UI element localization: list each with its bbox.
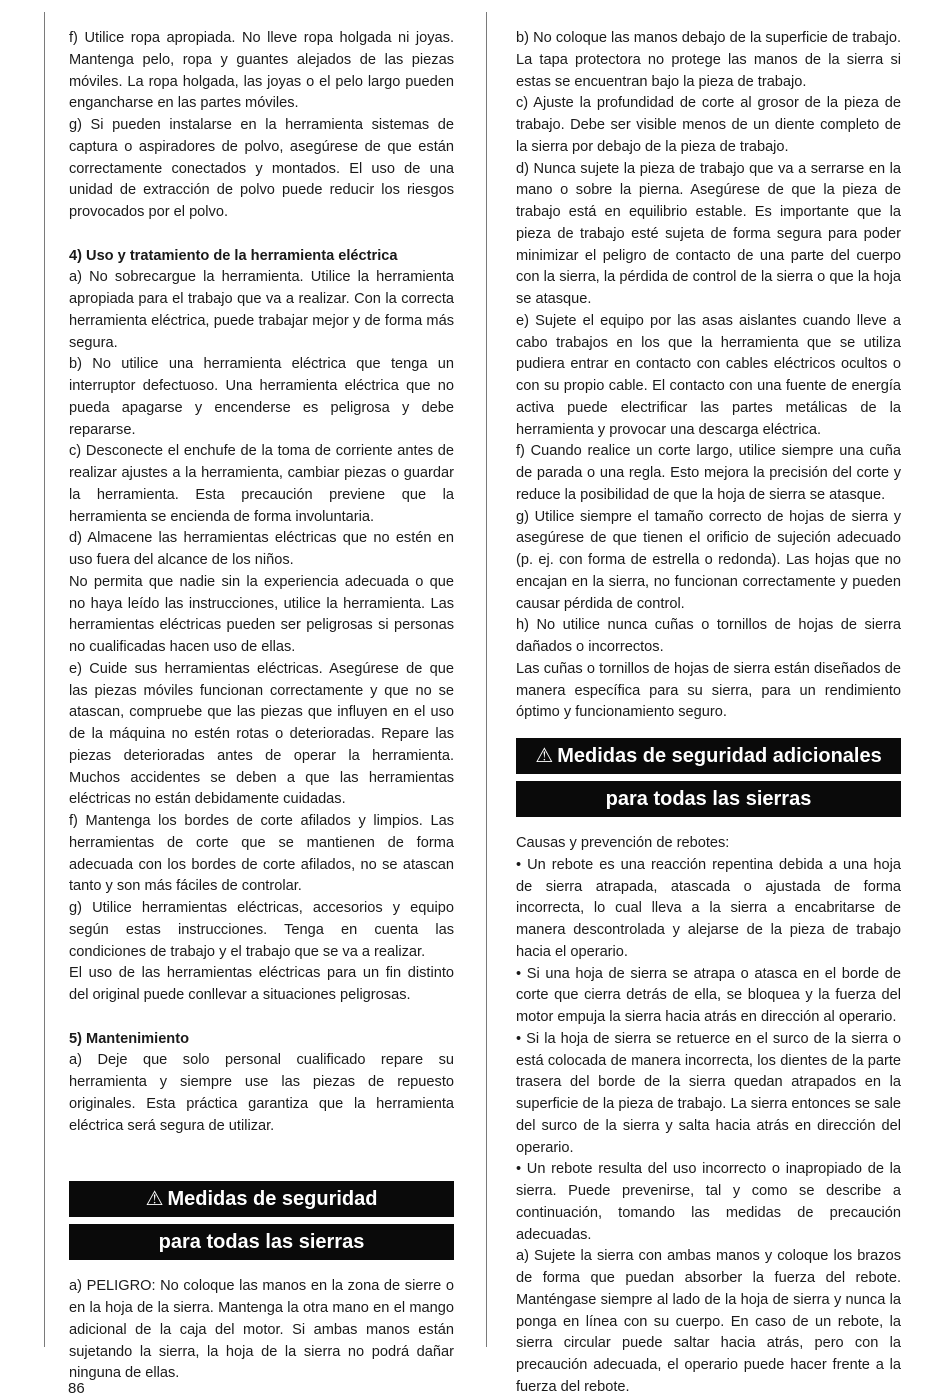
paragraph-5a: a) Deje que solo personal cualificado repare su herramienta y siempre use las piezas de repuesto originales. Esta práctica garantiza que la herramienta eléctrica será segura de utilizar. xyxy=(69,1052,454,1134)
paragraph-e: e) Sujete el equipo por las asas aislantes cuando lleve a cabo trabajos en los que la herramienta que se utiliza pudiera entrar en contacto con cables eléctricos ocultos o con su propio cable. El contacto con una fuente de energía activa puede electrificar las partes metálicas de la herramienta y provocar una descarga eléctrica. xyxy=(516,312,901,438)
paragraph-b: b) No coloque las manos debajo de la superficie de trabajo. La tapa protectora no protege las manos de la sierra si estas se encuentran bajo la pieza de trabajo. xyxy=(516,30,901,90)
kickback-bullet-4: • Un rebote resulta del uso incorrecto o inapropiado de la sierra. Puede prevenirse, tal y como se describe a continuación, tomando las medidas de precaución adecuadas. xyxy=(516,1161,901,1243)
heading-section-5: 5) Mantenimiento xyxy=(69,1030,189,1047)
paragraph-c: c) Ajuste la profundidad de corte al grosor de la pieza de trabajo. Debe ser visible menos de un diente completo de la sierra por debajo de la pieza de trabajo. xyxy=(516,95,901,155)
additional-safety-banner-line-2 xyxy=(516,781,901,817)
paragraph-d: d) Nunca sujete la pieza de trabajo que va a serrarse en la mano o sobre la pierna. Asegúrese de que la pieza de trabajo está en equilibrio estable. Es importante que la pieza de trabajo esté sujeta de forma segura para poder minimizar el peligro de contacto de una parte del cuerpo con la sierra, la pérdida de control de la sierra o que la hoja se atasque. xyxy=(516,160,901,307)
paragraph-4e: e) Cuide sus herramientas eléctricas. Asegúrese de que las piezas móviles funcionan correctamente y que no se atascan, compruebe que las piezas que influyen en el uso de la máquina no estén rotas o deterioradas. Repare las piezas deterioradas antes de operar la herramienta. Muchos accidentes se deben a que las herramientas eléctricas no están debidamente cuidadas. xyxy=(69,660,454,808)
heading-section-4: 4) Uso y tratamiento de la herramienta eléctrica xyxy=(69,247,398,264)
kickback-bullet-2: • Si una hoja de sierra se atrapa o atasca en el borde de corte que cierra detrás de ella, se bloquea y la fuerza del motor empuja la sierra hacia atrás en dirección al operario. xyxy=(516,965,901,1025)
paragraph-a-kickback: a) Sujete la sierra con ambas manos y coloque los brazos de forma que puedan absorber la fuerza del rebote. Manténgase siempre al lado de la hoja de sierra y nunca la ponga en línea con su cuerpo. En caso de un rebote, la sierra circular puede saltar hacia atrás, pero con la precaución adecuada, el operario puede hacer frente a la fuerza del rebote. xyxy=(516,1248,901,1395)
additional-safety-banner-line-1 xyxy=(516,738,901,774)
paragraph-4b: b) No utilice una herramienta eléctrica que tenga un interruptor defectuoso. Una herramienta eléctrica que no pueda apagarse y encenderse es peligrosa y debe repararse. xyxy=(69,356,454,438)
paragraph-4g: g) Utilice herramientas eléctricas, accesorios y equipo según estas instrucciones. Tenga en cuenta las condiciones de trabajo y el trabajo que se va a realizar. xyxy=(69,900,454,960)
kickback-intro: Causas y prevención de rebotes: xyxy=(516,835,730,851)
safety-banner-title: Medidas de seguridad xyxy=(167,1188,378,1211)
kickback-bullet-1: • Un rebote es una reacción repentina debida a una hoja de sierra atrapada, atascada o ajustada de forma incorrecta, lo cual lleva a la sierra a encabritarse de manera descontrolada y alejarse de la pieza de trabajo hacia el operario. xyxy=(516,856,901,960)
page-number: 86 xyxy=(68,1380,85,1397)
paragraph-h-continued: Las cuñas o tornillos de hojas de sierra están diseñados de manera específica para su sierra, para un rendimiento óptimo y funcionamiento seguro. xyxy=(516,660,901,721)
paragraph-4a: a) No sobrecargue la herramienta. Utilice la herramienta apropiada para el trabajo que va a realizar. Con la correcta herramienta eléctrica, puede trabajar mejor y de forma más segura. xyxy=(69,269,454,351)
paragraph-danger: a) PELIGRO: No coloque las manos en la zona de sierre o en la hoja de la sierra. Mantenga la otra mano en el mango adicional de la caja del motor. Si ambas manos están sujetando la sierra, la hoja de la sierra no podrá dañar ninguna de ellas. xyxy=(69,1278,454,1382)
additional-safety-banner-title: Medidas de seguridad adicionales xyxy=(557,745,882,767)
right-column xyxy=(516,28,901,1399)
paragraph-4g-continued: El uso de las herramientas eléctricas para un fin distinto del original puede conllevar a situaciones peligrosas. xyxy=(69,965,454,1003)
center-column-rule xyxy=(486,12,487,1347)
paragraph-4f: f) Mantenga los bordes de corte afilados y limpios. Las herramientas de corte que se mantienen de forma adecuada con los bordes de corte afilados, no se atascan tanto y son más fáciles de controlar. xyxy=(69,813,454,895)
safety-banner-line-2 xyxy=(69,1224,454,1260)
paragraph-4d: d) Almacene las herramientas eléctricas que no estén en uso fuera del alcance de los niños. xyxy=(69,530,454,568)
warning-triangle-icon: ⚠ xyxy=(535,745,554,767)
paragraph-4d-continued: No permita que nadie sin la experiencia adecuada o que no haya leído las instrucciones, utilice la herramienta. Las herramientas eléctricas pueden ser peligrosas si personas no cualificadas hacen uso de ellas. xyxy=(69,573,454,655)
paragraph-f-clothing: f) Utilice ropa apropiada. No lleve ropa holgada ni joyas. Mantenga pelo, ropa y guantes alejados de las piezas móviles. La ropa holgada, las joyas o el pelo largo pueden engancharse en las partes móviles. xyxy=(69,30,454,112)
left-margin-rule xyxy=(44,12,45,1347)
paragraph-h: h) No utilice nunca cuñas o tornillos de hojas de sierra dañados o incorrectos. xyxy=(516,617,901,655)
paragraph-g: g) Utilice siempre el tamaño correcto de hojas de sierra y asegúrese de que tienen el orificio de sujeción adecuado (p. ej. con forma de estrella o redonda). Las hojas que no encajan en la sierra, no funcionan correctamente y pueden causar pérdida de control. xyxy=(516,508,901,612)
paragraph-g-dust: g) Si pueden instalarse en la herramienta sistemas de captura o aspiradores de polvo, asegúrese de que están correctamente conectados y montados. El uso de una unidad de extracción de polvo puede reducir los riesgos provocados por el polvo. xyxy=(69,117,454,220)
paragraph-4c: c) Desconecte el enchufe de la toma de corriente antes de realizar ajustes a la herramienta, cambiar piezas o guardar la herramienta. Esta precaución previene que la herramienta se encienda de forma involuntaria. xyxy=(69,443,454,525)
additional-safety-banner-subtitle: para todas las sierras xyxy=(605,788,812,810)
left-column xyxy=(69,28,454,1385)
paragraph-f: f) Cuando realice un corte largo, utilice siempre una cuña de parada o una regla. Esto mejora la precisión del corte y reduce la posibilidad de que la hoja de sierra se atasque. xyxy=(516,443,901,503)
kickback-bullet-3: • Si la hoja de sierra se retuerce en el surco de la sierra o está colocada de manera incorrecta, los dientes de la parte trasera del borde de la sierra quedan atrapados en la superficie de la pieza de trabajo. La sierra entonces se sale del surco de la sierra y salta hacia atrás en dirección del operario. xyxy=(516,1030,901,1156)
safety-banner-subtitle: para todas las sierras xyxy=(158,1231,365,1254)
warning-triangle-icon: ⚠ xyxy=(145,1188,164,1211)
safety-banner-line-1 xyxy=(69,1181,454,1217)
